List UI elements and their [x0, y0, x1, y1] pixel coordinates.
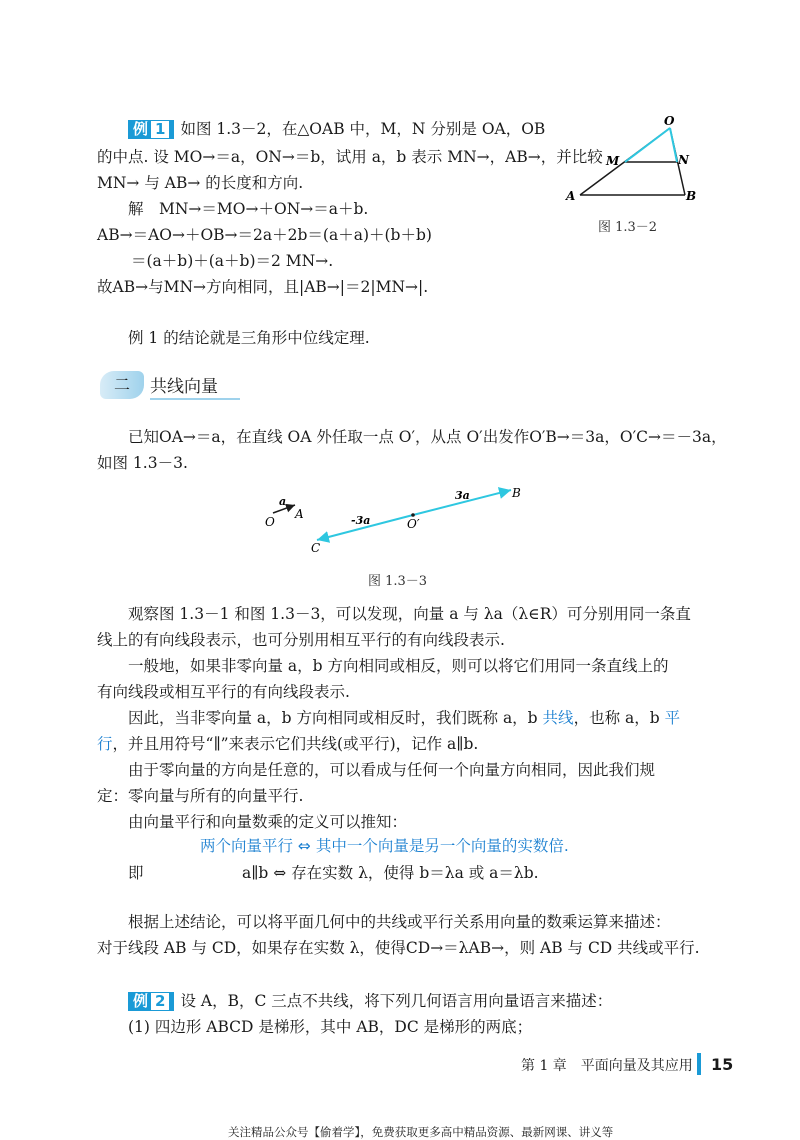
- body-line: 定：零向量与所有的向量平行.: [97, 787, 304, 805]
- body-line: 由于零向量的方向是任意的，可以看成与任何一个向量方向相同，因此我们规: [128, 761, 656, 779]
- text-run: ，也称 a，b: [573, 709, 665, 727]
- body-line: 线上的有向线段表示，也可分别用相互平行的有向线段表示.: [97, 631, 505, 649]
- body-line: 对于线段 AB 与 CD，如果存在实数 λ，使得CD→＝λAB→，则 AB 与 CD 共线或平行.: [97, 939, 700, 957]
- body-line-definition: [97, 733, 478, 755]
- example1-line: ＝(a＋b)＋(a＋b)＝2 MN→.: [131, 252, 334, 270]
- label-B: B: [686, 189, 697, 203]
- intro-line: 如图 1.3－3.: [97, 454, 188, 472]
- example2-line: 设 A，B，C 三点不共线，将下列几何语言用向量语言来描述：: [180, 992, 613, 1010]
- example1-line: MN→ 与 AB→ 的长度和方向.: [97, 174, 304, 192]
- example2-first-line: [128, 990, 612, 1012]
- equivalence-statement: a∥b ⇔ 存在实数 λ，使得 b＝λa 或 a＝λb.: [242, 864, 539, 882]
- label-A: A: [566, 189, 576, 203]
- body-line-definition: [128, 707, 680, 729]
- example1-line: 的中点. 设 MO→＝a，ON→＝b，试用 a，b 表示 MN→，AB→，并比较: [97, 148, 603, 166]
- example1-tag: 例 1: [128, 120, 174, 139]
- body-line: 根据上述结论，可以将平面几何中的共线或平行关系用向量的数乘运算来描述：: [128, 913, 671, 931]
- label-C: C: [311, 541, 321, 555]
- label-B: B: [512, 486, 521, 500]
- page-number: 15: [711, 1055, 734, 1074]
- label-O: O: [265, 515, 275, 529]
- label-a: a: [279, 495, 287, 508]
- figure-1-3-3-caption: 图 1.3－3: [368, 574, 428, 589]
- section-title: 共线向量: [150, 377, 218, 397]
- example1-line: 如图 1.3－2，在△OAB 中，M，N 分别是 OA，OB: [180, 120, 546, 138]
- label-3a: 3a: [455, 489, 470, 502]
- ji-label: 即: [128, 864, 144, 882]
- bottom-note: 关注精品公众号【偷着学】，免费获取更多高中精品资源、最新网课、讲义等: [228, 1125, 614, 1139]
- vector-MO: [625, 128, 670, 162]
- figure-1-3-2-caption: 图 1.3－2: [598, 220, 658, 235]
- text-run: 因此，当非零向量 a，b 方向相同或相反时，我们既称 a，b: [128, 709, 543, 727]
- label-M: M: [606, 154, 620, 168]
- text-run: ，并且用符号“∥”来表示它们共线(或平行)，记作 a∥b.: [112, 735, 479, 753]
- label-neg3a: -3a: [351, 514, 371, 527]
- example1-solution-line: 解 MN→＝MO→＋ON→＝a＋b.: [128, 200, 369, 218]
- figure-1-3-3: [255, 480, 545, 560]
- footer-bar: [697, 1053, 701, 1075]
- label-O: O: [664, 114, 675, 128]
- term-collinear: 共线: [542, 709, 574, 727]
- example2-line: (1) 四边形 ABCD 是梯形，其中 AB，DC 是梯形的两底；: [128, 1018, 533, 1036]
- body-line: 一般地，如果非零向量 a，b 方向相同或相反，则可以将它们用同一条直线上的: [128, 657, 669, 675]
- vector-ON: [670, 128, 677, 162]
- section-badge: 二: [100, 371, 144, 399]
- example1-line: AB→＝AO→＋OB→＝2a＋2b＝(a＋a)＋(b＋b): [97, 226, 432, 244]
- label-N: N: [678, 153, 689, 167]
- body-line: 观察图 1.3－1 和图 1.3－3，可以发现，向量 a 与 λa（λ∈R）可分别用同一条直: [128, 605, 691, 623]
- intro-line: 已知OA→＝a，在直线 OA 外任取一点 O′，从点 O′出发作O′B→＝3a，O′C→＝－3a，: [128, 428, 727, 446]
- label-Oprime: O′: [407, 517, 420, 531]
- label-A: A: [295, 507, 304, 521]
- section-underline: [150, 398, 240, 400]
- highlight-theorem: 两个向量平行 ⇔ 其中一个向量是另一个向量的实数倍.: [200, 837, 569, 855]
- example1-line: 故AB→与MN→方向相同，且|AB→|＝2|MN→|.: [97, 278, 429, 296]
- figure-1-3-2: [560, 110, 700, 210]
- example1-conclusion: 例 1 的结论就是三角形中位线定理.: [128, 329, 370, 347]
- example2-tag: 例 2: [128, 992, 174, 1011]
- body-line: 有向线段或相互平行的有向线段表示.: [97, 683, 350, 701]
- term-parallel-part1: 平: [664, 709, 681, 727]
- chapter-title: 第 1 章 平面向量及其应用: [521, 1058, 693, 1074]
- example1-first-line: [128, 118, 545, 140]
- body-line: 由向量平行和向量数乘的定义可以推知：: [128, 813, 408, 831]
- term-parallel-part2: 行: [97, 735, 113, 753]
